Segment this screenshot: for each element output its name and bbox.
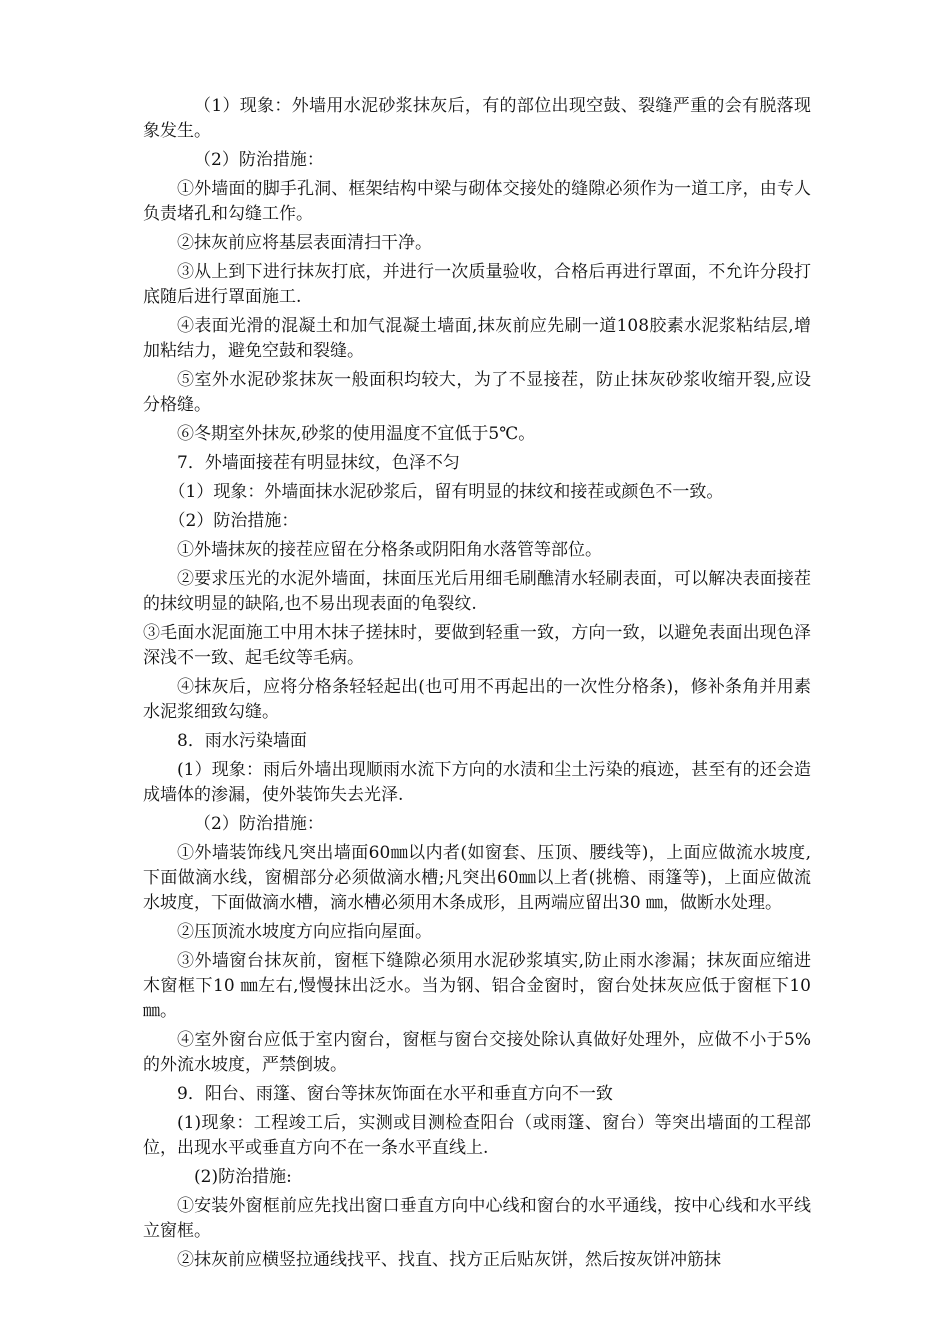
paragraph-measure-1: ①外墙面的脚手孔洞、框架结构中梁与砌体交接处的缝隙必须作为一道工序，由专人负责堵孔和勾缝工作。 [143, 179, 811, 224]
paragraph-measure-6: ⑥冬期室外抹灰,砂浆的使用温度不宜低于5℃。 [177, 424, 536, 444]
paragraph-phenomenon-9: (1)现象：工程竣工后，实测或目测检查阳台（或雨篷、窗台）等突出墙面的工程部位，出现水平或垂直方向不在一条水平直线上. [143, 1113, 811, 1158]
paragraph-measure-2: ②抹灰前应将基层表面清扫干净。 [177, 233, 432, 253]
section-heading-9: 9．阳台、雨篷、窗台等抹灰饰面在水平和垂直方向不一致 [177, 1084, 613, 1104]
paragraph-measure-7-4: ④抹灰后，应将分格条轻轻起出(也可用不再起出的一次性分格条)，修补条角并用素水泥浆细致勾缝。 [143, 677, 811, 722]
section-heading-8: 8．雨水污染墙面 [177, 731, 307, 751]
paragraph-measure-5: ⑤室外水泥砂浆抹灰一般面积均较大，为了不显接茬，防止抹灰砂浆收缩开裂,应设分格缝。 [143, 370, 811, 415]
paragraph-measure-7-1: ①外墙抹灰的接茬应留在分格条或阴阳角水落管等部位。 [177, 540, 602, 560]
paragraph-measure-3: ③从上到下进行抹灰打底，并进行一次质量验收，合格后再进行罩面，不允许分段打底随后进行罩面施工. [143, 262, 811, 307]
paragraph-measures-heading: （2）防治措施： [194, 150, 324, 170]
paragraph-measure-9-1: ①安装外窗框前应先找出窗口垂直方向中心线和窗台的水平通线，按中心线和水平线立窗框。 [143, 1196, 811, 1241]
paragraph-measure-4: ④表面光滑的混凝土和加气混凝土墙面,抹灰前应先刷一道108胶素水泥浆粘结层,增加粘结力，避免空鼓和裂缝。 [143, 316, 811, 361]
paragraph-measures-heading-9: (2)防治措施: [194, 1167, 292, 1187]
paragraph-measure-8-2: ②压顶流水坡度方向应指向屋面。 [177, 922, 432, 942]
document-body [143, 94, 811, 1273]
paragraph-measure-9-2: ②抹灰前应横竖拉通线找平、找直、找方正后贴灰饼，然后按灰饼冲筋抹 [177, 1250, 721, 1270]
paragraph-phenomenon-1: （1）现象：外墙用水泥砂浆抹灰后，有的部位出现空鼓、裂缝严重的会有脱落现象发生。 [143, 96, 811, 141]
paragraph-measure-7-2: ②要求压光的水泥外墙面，抹面压光后用细毛刷醮清水轻刷表面，可以解决表面接茬的抹纹明显的缺陷,也不易出现表面的龟裂纹. [143, 569, 811, 614]
paragraph-measure-8-4: ④室外窗台应低于室内窗台，窗框与窗台交接处除认真做好处理外，应做不小于5%的外流水坡度，严禁倒坡。 [143, 1030, 811, 1075]
paragraph-measure-8-3: ③外墙窗台抹灰前，窗框下缝隙必须用水泥砂浆填实,防止雨水渗漏；抹灰面应缩进木窗框下10 ㎜左右,慢慢抹出泛水。当为钢、铝合金窗时，窗台处抹灰应低于窗框下10㎜。 [143, 951, 811, 1021]
paragraph-measures-heading-7: （2）防治措施： [168, 511, 299, 531]
paragraph-measures-heading-8: （2）防治措施： [194, 814, 324, 834]
section-heading-7: 7．外墙面接茬有明显抹纹，色泽不匀 [177, 453, 460, 473]
paragraph-measure-8-1: ①外墙装饰线凡突出墙面60㎜以内者(如窗套、压顶、腰线等)，上面应做流水坡度,下面做滴水线，窗楣部分必须做滴水槽;凡突出60㎜以上者(挑檐、雨篷等)，上面应做流水坡度，下面做滴水槽，滴水槽必须用木条成形，且两端应留出30 ㎜，做断水处理。 [143, 843, 811, 913]
paragraph-phenomenon-8: (1）现象：雨后外墙出现顺雨水流下方向的水渍和尘土污染的痕迹，甚至有的还会造成墙体的渗漏，使外装饰失去光泽. [143, 760, 811, 805]
paragraph-measure-7-3: ③毛面水泥面施工中用木抹子搓抹时，要做到轻重一致，方向一致，以避免表面出现色泽深浅不一致、起毛纹等毛病。 [143, 623, 811, 668]
paragraph-phenomenon-7: （1）现象：外墙面抹水泥砂浆后，留有明显的抹纹和接茬或颜色不一致。 [168, 482, 724, 502]
